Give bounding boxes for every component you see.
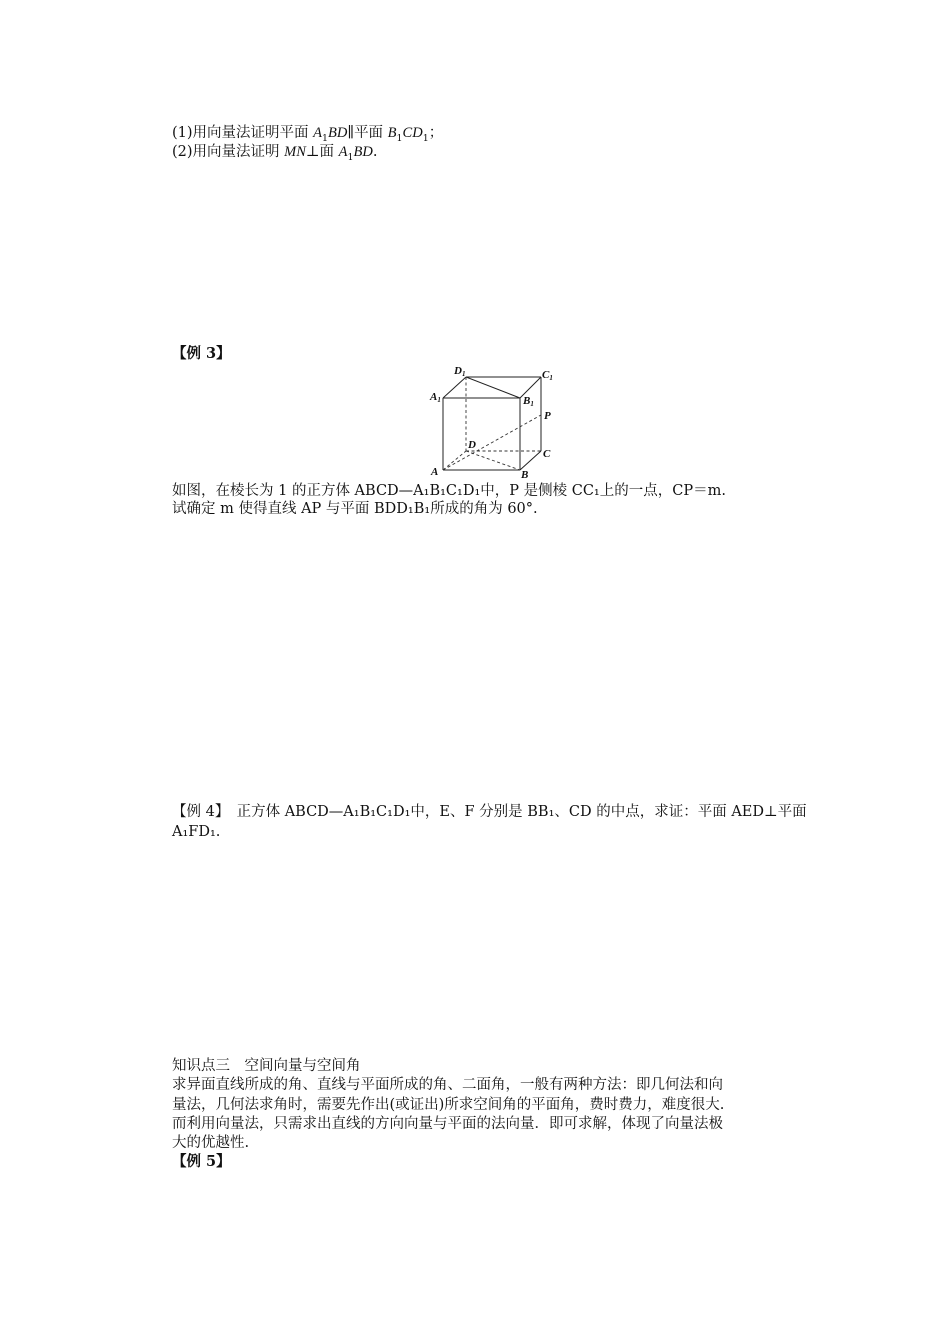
edge-a1d1	[443, 377, 466, 398]
example-4-line-2: A₁FD₁.	[172, 824, 221, 840]
example-3-line-2: 试确定 m 使得直线 AP 与平面 BDD₁B₁所成的角为 60°.	[172, 501, 538, 517]
example-4-line-1: 【例 4】 正方体 ABCD—A₁B₁C₁D₁中，E、F 分别是 BB₁、CD 的中点，求证：平面 AED⊥平面	[172, 804, 807, 820]
text: (2)用向量法证明	[172, 144, 285, 160]
label-c: C	[543, 448, 551, 460]
knowledge-3-para-2: 量法，几何法求角时，需要先作出(或证出)所求空间角的平面角，费时费力，难度很大.	[172, 1097, 725, 1113]
sub: 1	[396, 132, 403, 144]
knowledge-3-title: 知识点三 空间向量与空间角	[172, 1058, 361, 1074]
parallel-symbol: ∥	[347, 125, 355, 141]
knowledge-3-para-3: 而利用向量法，只需求出直线的方向向量与平面的法向量．即可求解，体现了向量法极	[172, 1116, 723, 1132]
hidden-ap	[443, 415, 541, 470]
label-d: D	[468, 439, 476, 451]
hidden-ad	[443, 451, 466, 470]
label-a: A	[431, 466, 439, 478]
math: A	[338, 144, 348, 160]
sub: 1	[322, 132, 329, 144]
math: A	[313, 125, 323, 141]
label-a1: A1	[430, 391, 441, 404]
text: (1)用向量法证明平面	[172, 125, 314, 141]
math: B	[387, 125, 397, 141]
label-p: P	[544, 410, 551, 422]
edge-bc	[520, 451, 541, 470]
example-5-heading: 【例 5】	[172, 1153, 231, 1170]
text: .	[372, 144, 378, 160]
example-3-heading: 【例 3】	[172, 345, 231, 362]
text: ⊥面	[305, 144, 339, 160]
label-d1: D1	[454, 365, 466, 378]
hidden-db	[466, 451, 520, 470]
label-c1: C1	[542, 369, 553, 382]
cube-figure	[425, 360, 565, 480]
knowledge-3-para-1: 求异面直线所成的角、直线与平面所成的角、二面角，一般有两种方法：即几何法和向	[172, 1077, 723, 1093]
math: CD	[402, 125, 423, 141]
label-b: B	[521, 469, 529, 480]
math: MN	[284, 144, 306, 160]
knowledge-3-para-4: 大的优越性.	[172, 1135, 250, 1151]
label-b1: B1	[523, 395, 534, 408]
text: 平面	[354, 125, 388, 141]
sub: 1	[422, 132, 429, 144]
problem-part-2	[172, 143, 377, 167]
math: BD	[353, 144, 373, 160]
diag-d1b1	[466, 377, 520, 398]
example-3-line-1: 如图，在棱长为 1 的正方体 ABCD—A₁B₁C₁D₁中，P 是侧棱 CC₁上的一点，CP＝m.	[172, 483, 726, 499]
text: ；	[428, 125, 444, 141]
sub: 1	[347, 151, 354, 163]
math: BD	[328, 125, 348, 141]
